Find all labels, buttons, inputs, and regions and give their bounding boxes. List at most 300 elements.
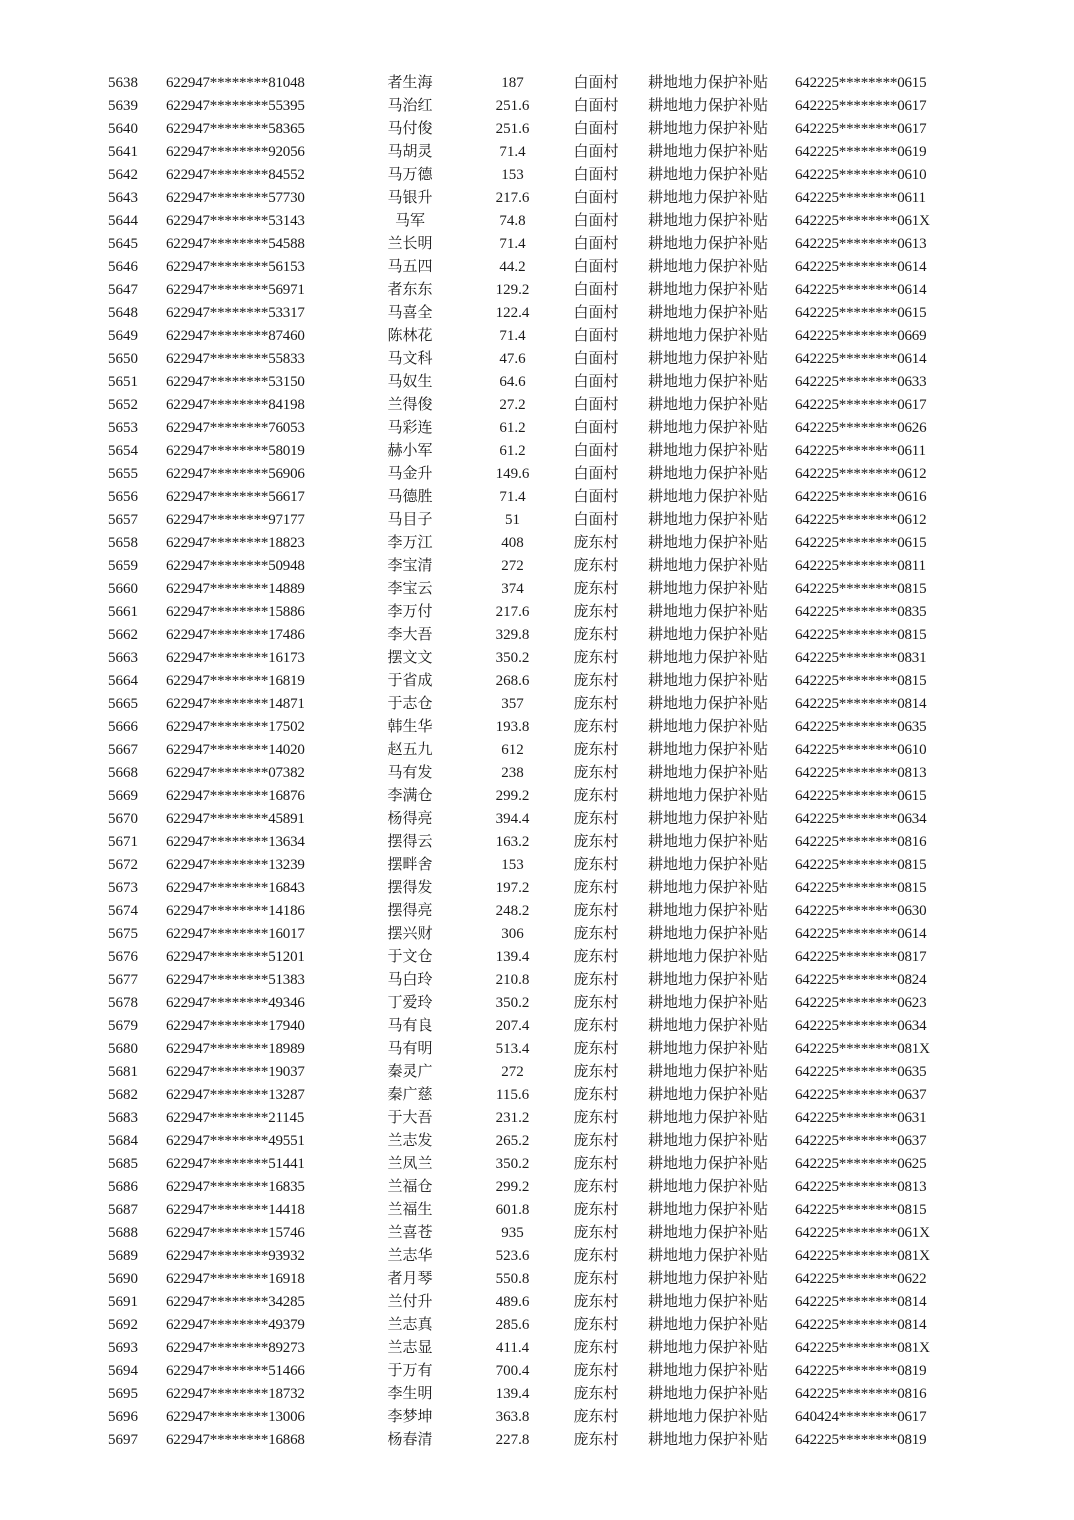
- table-row: [0, 578, 1074, 601]
- cell-name: 韩生华: [387, 719, 433, 735]
- cell-seq: 5676: [108, 949, 138, 965]
- cell-village: 庞东村: [573, 696, 619, 712]
- cell-id-number: 642225********0616: [795, 489, 927, 505]
- cell-amount: 153: [501, 857, 524, 873]
- cell-seq: 5645: [108, 236, 138, 252]
- cell-subsidy-type: 耕地地力保护补贴: [647, 1317, 768, 1333]
- cell-village: 白面村: [573, 374, 619, 390]
- cell-id-number: 642225********0815: [795, 627, 927, 643]
- cell-amount: 71.4: [499, 144, 526, 160]
- table-row: [0, 1360, 1074, 1383]
- cell-name: 马白玲: [387, 972, 433, 988]
- cell-subsidy-type: 耕地地力保护补贴: [647, 1110, 768, 1126]
- cell-amount: 299.2: [495, 1179, 530, 1195]
- cell-account: 622947********15886: [166, 604, 305, 620]
- cell-subsidy-type: 耕地地力保护补贴: [647, 1018, 768, 1034]
- cell-seq: 5677: [108, 972, 138, 988]
- cell-id-number: 642225********0615: [795, 788, 927, 804]
- cell-amount: 122.4: [495, 305, 530, 321]
- cell-seq: 5648: [108, 305, 138, 321]
- table-row: [0, 555, 1074, 578]
- cell-village: 庞东村: [573, 1340, 619, 1356]
- cell-village: 庞东村: [573, 765, 619, 781]
- cell-id-number: 642225********0634: [795, 811, 927, 827]
- cell-name: 者生海: [387, 75, 433, 91]
- cell-seq: 5690: [108, 1271, 138, 1287]
- cell-subsidy-type: 耕地地力保护补贴: [647, 627, 768, 643]
- cell-id-number: 642225********0815: [795, 581, 927, 597]
- cell-amount: 61.2: [499, 420, 526, 436]
- cell-id-number: 642225********0816: [795, 1386, 927, 1402]
- cell-account: 622947********53317: [166, 305, 305, 321]
- cell-amount: 153: [501, 167, 524, 183]
- cell-subsidy-type: 耕地地力保护补贴: [647, 903, 768, 919]
- cell-subsidy-type: 耕地地力保护补贴: [647, 213, 768, 229]
- cell-id-number: 642225********0835: [795, 604, 927, 620]
- cell-name: 李万江: [387, 535, 433, 551]
- cell-account: 622947********13239: [166, 857, 305, 873]
- table-row: [0, 279, 1074, 302]
- cell-id-number: 642225********0633: [795, 374, 927, 390]
- cell-name: 杨得亮: [387, 811, 433, 827]
- cell-name: 马付俊: [387, 121, 433, 137]
- cell-village: 白面村: [573, 443, 619, 459]
- cell-amount: 163.2: [495, 834, 530, 850]
- cell-village: 庞东村: [573, 1018, 619, 1034]
- cell-village: 庞东村: [573, 1041, 619, 1057]
- cell-account: 622947********53150: [166, 374, 305, 390]
- cell-account: 622947********16835: [166, 1179, 305, 1195]
- table-row: [0, 417, 1074, 440]
- cell-amount: 363.8: [495, 1409, 530, 1425]
- cell-village: 庞东村: [573, 627, 619, 643]
- cell-seq: 5687: [108, 1202, 138, 1218]
- cell-amount: 251.6: [495, 98, 530, 114]
- cell-name: 秦广慈: [387, 1087, 433, 1103]
- cell-subsidy-type: 耕地地力保护补贴: [647, 1179, 768, 1195]
- cell-subsidy-type: 耕地地力保护补贴: [647, 351, 768, 367]
- table-row: [0, 394, 1074, 417]
- cell-name: 马目子: [387, 512, 433, 528]
- cell-village: 白面村: [573, 489, 619, 505]
- cell-subsidy-type: 耕地地力保护补贴: [647, 1133, 768, 1149]
- table-row: [0, 233, 1074, 256]
- table-row: [0, 739, 1074, 762]
- cell-amount: 115.6: [495, 1087, 530, 1103]
- cell-seq: 5692: [108, 1317, 138, 1333]
- cell-village: 庞东村: [573, 673, 619, 689]
- cell-amount: 71.4: [499, 328, 526, 344]
- cell-id-number: 642225********0635: [795, 719, 927, 735]
- cell-seq: 5680: [108, 1041, 138, 1057]
- cell-seq: 5660: [108, 581, 138, 597]
- cell-seq: 5640: [108, 121, 138, 137]
- cell-subsidy-type: 耕地地力保护补贴: [647, 1156, 768, 1172]
- table-row: [0, 854, 1074, 877]
- cell-seq: 5691: [108, 1294, 138, 1310]
- cell-subsidy-type: 耕地地力保护补贴: [647, 1202, 768, 1218]
- cell-id-number: 642225********0617: [795, 397, 927, 413]
- cell-id-number: 642225********0610: [795, 167, 927, 183]
- cell-amount: 489.6: [495, 1294, 530, 1310]
- cell-seq: 5678: [108, 995, 138, 1011]
- table-row: [0, 1268, 1074, 1291]
- cell-subsidy-type: 耕地地力保护补贴: [647, 1064, 768, 1080]
- cell-id-number: 642225********0824: [795, 972, 927, 988]
- cell-village: 庞东村: [573, 1202, 619, 1218]
- cell-account: 622947********87460: [166, 328, 305, 344]
- cell-amount: 217.6: [495, 604, 530, 620]
- cell-village: 白面村: [573, 282, 619, 298]
- cell-id-number: 642225********0614: [795, 282, 927, 298]
- cell-id-number: 642225********081X: [795, 1248, 930, 1264]
- cell-subsidy-type: 耕地地力保护补贴: [647, 374, 768, 390]
- cell-id-number: 642225********0612: [795, 466, 927, 482]
- cell-amount: 207.4: [495, 1018, 530, 1034]
- cell-village: 白面村: [573, 466, 619, 482]
- cell-village: 庞东村: [573, 949, 619, 965]
- cell-account: 622947********16819: [166, 673, 305, 689]
- cell-amount: 27.2: [499, 397, 526, 413]
- cell-seq: 5668: [108, 765, 138, 781]
- cell-account: 622947********14889: [166, 581, 305, 597]
- cell-amount: 350.2: [495, 995, 530, 1011]
- cell-id-number: 642225********0614: [795, 259, 927, 275]
- cell-amount: 374: [501, 581, 524, 597]
- cell-id-number: 642225********081X: [795, 1340, 930, 1356]
- cell-name: 赵五九: [387, 742, 433, 758]
- cell-seq: 5663: [108, 650, 138, 666]
- cell-village: 庞东村: [573, 1156, 619, 1172]
- cell-subsidy-type: 耕地地力保护补贴: [647, 949, 768, 965]
- cell-subsidy-type: 耕地地力保护补贴: [647, 1363, 768, 1379]
- cell-id-number: 642225********0669: [795, 328, 927, 344]
- cell-account: 622947********16173: [166, 650, 305, 666]
- table-row: [0, 1429, 1074, 1452]
- cell-id-number: 642225********081X: [795, 1041, 930, 1057]
- table-row: [0, 1291, 1074, 1314]
- cell-id-number: 642225********0615: [795, 305, 927, 321]
- cell-name: 秦灵广: [387, 1064, 433, 1080]
- cell-village: 白面村: [573, 75, 619, 91]
- cell-amount: 71.4: [499, 236, 526, 252]
- table-row: [0, 923, 1074, 946]
- cell-account: 622947********49346: [166, 995, 305, 1011]
- table-row: [0, 210, 1074, 233]
- cell-id-number: 640424********0617: [795, 1409, 927, 1425]
- cell-name: 摆文文: [387, 650, 433, 666]
- cell-account: 622947********53143: [166, 213, 305, 229]
- cell-account: 622947********16868: [166, 1432, 305, 1448]
- cell-amount: 139.4: [495, 1386, 530, 1402]
- cell-account: 622947********18823: [166, 535, 305, 551]
- cell-village: 庞东村: [573, 903, 619, 919]
- cell-account: 622947********97177: [166, 512, 305, 528]
- cell-amount: 193.8: [495, 719, 530, 735]
- cell-id-number: 642225********0611: [795, 190, 926, 206]
- table-row: [0, 348, 1074, 371]
- cell-account: 622947********17502: [166, 719, 305, 735]
- cell-seq: 5654: [108, 443, 138, 459]
- cell-amount: 357: [501, 696, 524, 712]
- table-row: [0, 325, 1074, 348]
- cell-village: 白面村: [573, 305, 619, 321]
- cell-subsidy-type: 耕地地力保护补贴: [647, 236, 768, 252]
- cell-amount: 265.2: [495, 1133, 530, 1149]
- table-row: [0, 808, 1074, 831]
- table-row: [0, 1383, 1074, 1406]
- cell-name: 李大吾: [387, 627, 433, 643]
- cell-subsidy-type: 耕地地力保护补贴: [647, 1041, 768, 1057]
- table-row: [0, 509, 1074, 532]
- cell-subsidy-type: 耕地地力保护补贴: [647, 397, 768, 413]
- cell-amount: 210.8: [495, 972, 530, 988]
- cell-name: 摆得云: [387, 834, 433, 850]
- cell-name: 摆得发: [387, 880, 433, 896]
- cell-seq: 5646: [108, 259, 138, 275]
- cell-subsidy-type: 耕地地力保护补贴: [647, 1432, 768, 1448]
- cell-account: 622947********92056: [166, 144, 305, 160]
- cell-village: 庞东村: [573, 995, 619, 1011]
- table-row: [0, 1061, 1074, 1084]
- cell-account: 622947********14418: [166, 1202, 305, 1218]
- cell-village: 庞东村: [573, 742, 619, 758]
- cell-id-number: 642225********0613: [795, 236, 927, 252]
- cell-village: 白面村: [573, 259, 619, 275]
- cell-subsidy-type: 耕地地力保护补贴: [647, 558, 768, 574]
- cell-village: 庞东村: [573, 1409, 619, 1425]
- cell-name: 马银升: [387, 190, 433, 206]
- cell-name: 马喜全: [387, 305, 433, 321]
- cell-village: 庞东村: [573, 650, 619, 666]
- cell-name: 兰志显: [387, 1340, 433, 1356]
- cell-name: 于志仓: [387, 696, 433, 712]
- cell-subsidy-type: 耕地地力保护补贴: [647, 1271, 768, 1287]
- cell-amount: 268.6: [495, 673, 530, 689]
- cell-name: 马军: [394, 213, 425, 229]
- cell-subsidy-type: 耕地地力保护补贴: [647, 535, 768, 551]
- cell-subsidy-type: 耕地地力保护补贴: [647, 282, 768, 298]
- cell-village: 庞东村: [573, 535, 619, 551]
- cell-account: 622947********49379: [166, 1317, 305, 1333]
- cell-subsidy-type: 耕地地力保护补贴: [647, 742, 768, 758]
- cell-id-number: 642225********0614: [795, 926, 927, 942]
- cell-id-number: 642225********0814: [795, 1294, 927, 1310]
- cell-account: 622947********93932: [166, 1248, 305, 1264]
- cell-account: 622947********51441: [166, 1156, 305, 1172]
- cell-subsidy-type: 耕地地力保护补贴: [647, 1386, 768, 1402]
- cell-account: 622947********51466: [166, 1363, 305, 1379]
- cell-name: 于大吾: [387, 1110, 433, 1126]
- cell-seq: 5642: [108, 167, 138, 183]
- cell-subsidy-type: 耕地地力保护补贴: [647, 144, 768, 160]
- cell-seq: 5641: [108, 144, 138, 160]
- cell-name: 摆得亮: [387, 903, 433, 919]
- cell-subsidy-type: 耕地地力保护补贴: [647, 328, 768, 344]
- cell-subsidy-type: 耕地地力保护补贴: [647, 857, 768, 873]
- table-row: [0, 624, 1074, 647]
- cell-village: 庞东村: [573, 926, 619, 942]
- cell-subsidy-type: 耕地地力保护补贴: [647, 420, 768, 436]
- cell-name: 杨春清: [387, 1432, 433, 1448]
- cell-seq: 5659: [108, 558, 138, 574]
- cell-village: 庞东村: [573, 581, 619, 597]
- cell-subsidy-type: 耕地地力保护补贴: [647, 305, 768, 321]
- cell-village: 庞东村: [573, 1386, 619, 1402]
- cell-id-number: 642225********0634: [795, 1018, 927, 1034]
- cell-village: 白面村: [573, 167, 619, 183]
- cell-account: 622947********17940: [166, 1018, 305, 1034]
- cell-amount: 700.4: [495, 1363, 530, 1379]
- table-row: [0, 118, 1074, 141]
- cell-account: 622947********56153: [166, 259, 305, 275]
- cell-seq: 5667: [108, 742, 138, 758]
- cell-subsidy-type: 耕地地力保护补贴: [647, 1087, 768, 1103]
- cell-seq: 5638: [108, 75, 138, 91]
- cell-village: 白面村: [573, 190, 619, 206]
- cell-id-number: 642225********0813: [795, 1179, 927, 1195]
- cell-village: 白面村: [573, 144, 619, 160]
- cell-seq: 5681: [108, 1064, 138, 1080]
- table-row: [0, 1222, 1074, 1245]
- cell-village: 庞东村: [573, 1363, 619, 1379]
- cell-id-number: 642225********0630: [795, 903, 927, 919]
- cell-id-number: 642225********0811: [795, 558, 926, 574]
- cell-seq: 5662: [108, 627, 138, 643]
- cell-amount: 61.2: [499, 443, 526, 459]
- cell-account: 622947********13634: [166, 834, 305, 850]
- cell-seq: 5639: [108, 98, 138, 114]
- cell-seq: 5644: [108, 213, 138, 229]
- cell-subsidy-type: 耕地地力保护补贴: [647, 696, 768, 712]
- cell-name: 马金升: [387, 466, 433, 482]
- table-row: [0, 785, 1074, 808]
- cell-subsidy-type: 耕地地力保护补贴: [647, 880, 768, 896]
- cell-id-number: 642225********0619: [795, 144, 927, 160]
- cell-name: 兰长明: [387, 236, 433, 252]
- table-row: [0, 693, 1074, 716]
- cell-account: 622947********55833: [166, 351, 305, 367]
- cell-subsidy-type: 耕地地力保护补贴: [647, 1409, 768, 1425]
- table-row: [0, 762, 1074, 785]
- cell-village: 白面村: [573, 213, 619, 229]
- cell-id-number: 642225********0819: [795, 1432, 927, 1448]
- table-row: [0, 992, 1074, 1015]
- cell-subsidy-type: 耕地地力保护补贴: [647, 788, 768, 804]
- cell-id-number: 642225********0631: [795, 1110, 927, 1126]
- cell-seq: 5679: [108, 1018, 138, 1034]
- table-row: [0, 1199, 1074, 1222]
- cell-village: 白面村: [573, 236, 619, 252]
- cell-seq: 5658: [108, 535, 138, 551]
- cell-id-number: 642225********0813: [795, 765, 927, 781]
- cell-id-number: 642225********0814: [795, 1317, 927, 1333]
- cell-seq: 5657: [108, 512, 138, 528]
- cell-account: 622947********56617: [166, 489, 305, 505]
- cell-account: 622947********54588: [166, 236, 305, 252]
- cell-seq: 5661: [108, 604, 138, 620]
- cell-village: 庞东村: [573, 558, 619, 574]
- cell-seq: 5685: [108, 1156, 138, 1172]
- table-row: [0, 486, 1074, 509]
- cell-subsidy-type: 耕地地力保护补贴: [647, 121, 768, 137]
- cell-village: 庞东村: [573, 857, 619, 873]
- cell-seq: 5650: [108, 351, 138, 367]
- cell-name: 马德胜: [387, 489, 433, 505]
- cell-name: 李梦坤: [387, 1409, 433, 1425]
- cell-seq: 5689: [108, 1248, 138, 1264]
- cell-seq: 5672: [108, 857, 138, 873]
- cell-account: 622947********14020: [166, 742, 305, 758]
- cell-account: 622947********58365: [166, 121, 305, 137]
- table-row: [0, 440, 1074, 463]
- cell-seq: 5686: [108, 1179, 138, 1195]
- cell-seq: 5656: [108, 489, 138, 505]
- cell-seq: 5675: [108, 926, 138, 942]
- cell-subsidy-type: 耕地地力保护补贴: [647, 604, 768, 620]
- cell-subsidy-type: 耕地地力保护补贴: [647, 811, 768, 827]
- table-row: [0, 95, 1074, 118]
- table-row: [0, 1107, 1074, 1130]
- cell-id-number: 642225********0612: [795, 512, 927, 528]
- cell-account: 622947********15746: [166, 1225, 305, 1241]
- cell-village: 庞东村: [573, 1432, 619, 1448]
- cell-subsidy-type: 耕地地力保护补贴: [647, 75, 768, 91]
- cell-amount: 299.2: [495, 788, 530, 804]
- cell-account: 622947********50948: [166, 558, 305, 574]
- cell-village: 庞东村: [573, 604, 619, 620]
- cell-subsidy-type: 耕地地力保护补贴: [647, 926, 768, 942]
- cell-account: 622947********51201: [166, 949, 305, 965]
- cell-subsidy-type: 耕地地力保护补贴: [647, 1294, 768, 1310]
- cell-seq: 5670: [108, 811, 138, 827]
- cell-id-number: 642225********0635: [795, 1064, 927, 1080]
- table-row: [0, 1337, 1074, 1360]
- cell-seq: 5665: [108, 696, 138, 712]
- cell-village: 庞东村: [573, 1294, 619, 1310]
- cell-account: 622947********56906: [166, 466, 305, 482]
- table-row: [0, 601, 1074, 624]
- cell-amount: 285.6: [495, 1317, 530, 1333]
- cell-id-number: 642225********0815: [795, 880, 927, 896]
- cell-amount: 51: [505, 512, 520, 528]
- cell-village: 白面村: [573, 121, 619, 137]
- cell-seq: 5697: [108, 1432, 138, 1448]
- table-row: [0, 1130, 1074, 1153]
- cell-name: 马文科: [387, 351, 433, 367]
- cell-seq: 5694: [108, 1363, 138, 1379]
- table-row: [0, 302, 1074, 325]
- cell-village: 庞东村: [573, 1248, 619, 1264]
- table-row: [0, 670, 1074, 693]
- cell-village: 庞东村: [573, 788, 619, 804]
- cell-name: 兰凤兰: [387, 1156, 433, 1172]
- table-row: [0, 164, 1074, 187]
- cell-village: 白面村: [573, 420, 619, 436]
- cell-amount: 272: [501, 1064, 524, 1080]
- cell-amount: 129.2: [495, 282, 530, 298]
- cell-name: 马万德: [387, 167, 433, 183]
- cell-village: 庞东村: [573, 834, 619, 850]
- cell-id-number: 642225********061X: [795, 1225, 930, 1241]
- cell-account: 622947********49551: [166, 1133, 305, 1149]
- cell-amount: 329.8: [495, 627, 530, 643]
- table-row: [0, 946, 1074, 969]
- cell-seq: 5651: [108, 374, 138, 390]
- cell-village: 庞东村: [573, 1225, 619, 1241]
- table-row: [0, 900, 1074, 923]
- cell-subsidy-type: 耕地地力保护补贴: [647, 98, 768, 114]
